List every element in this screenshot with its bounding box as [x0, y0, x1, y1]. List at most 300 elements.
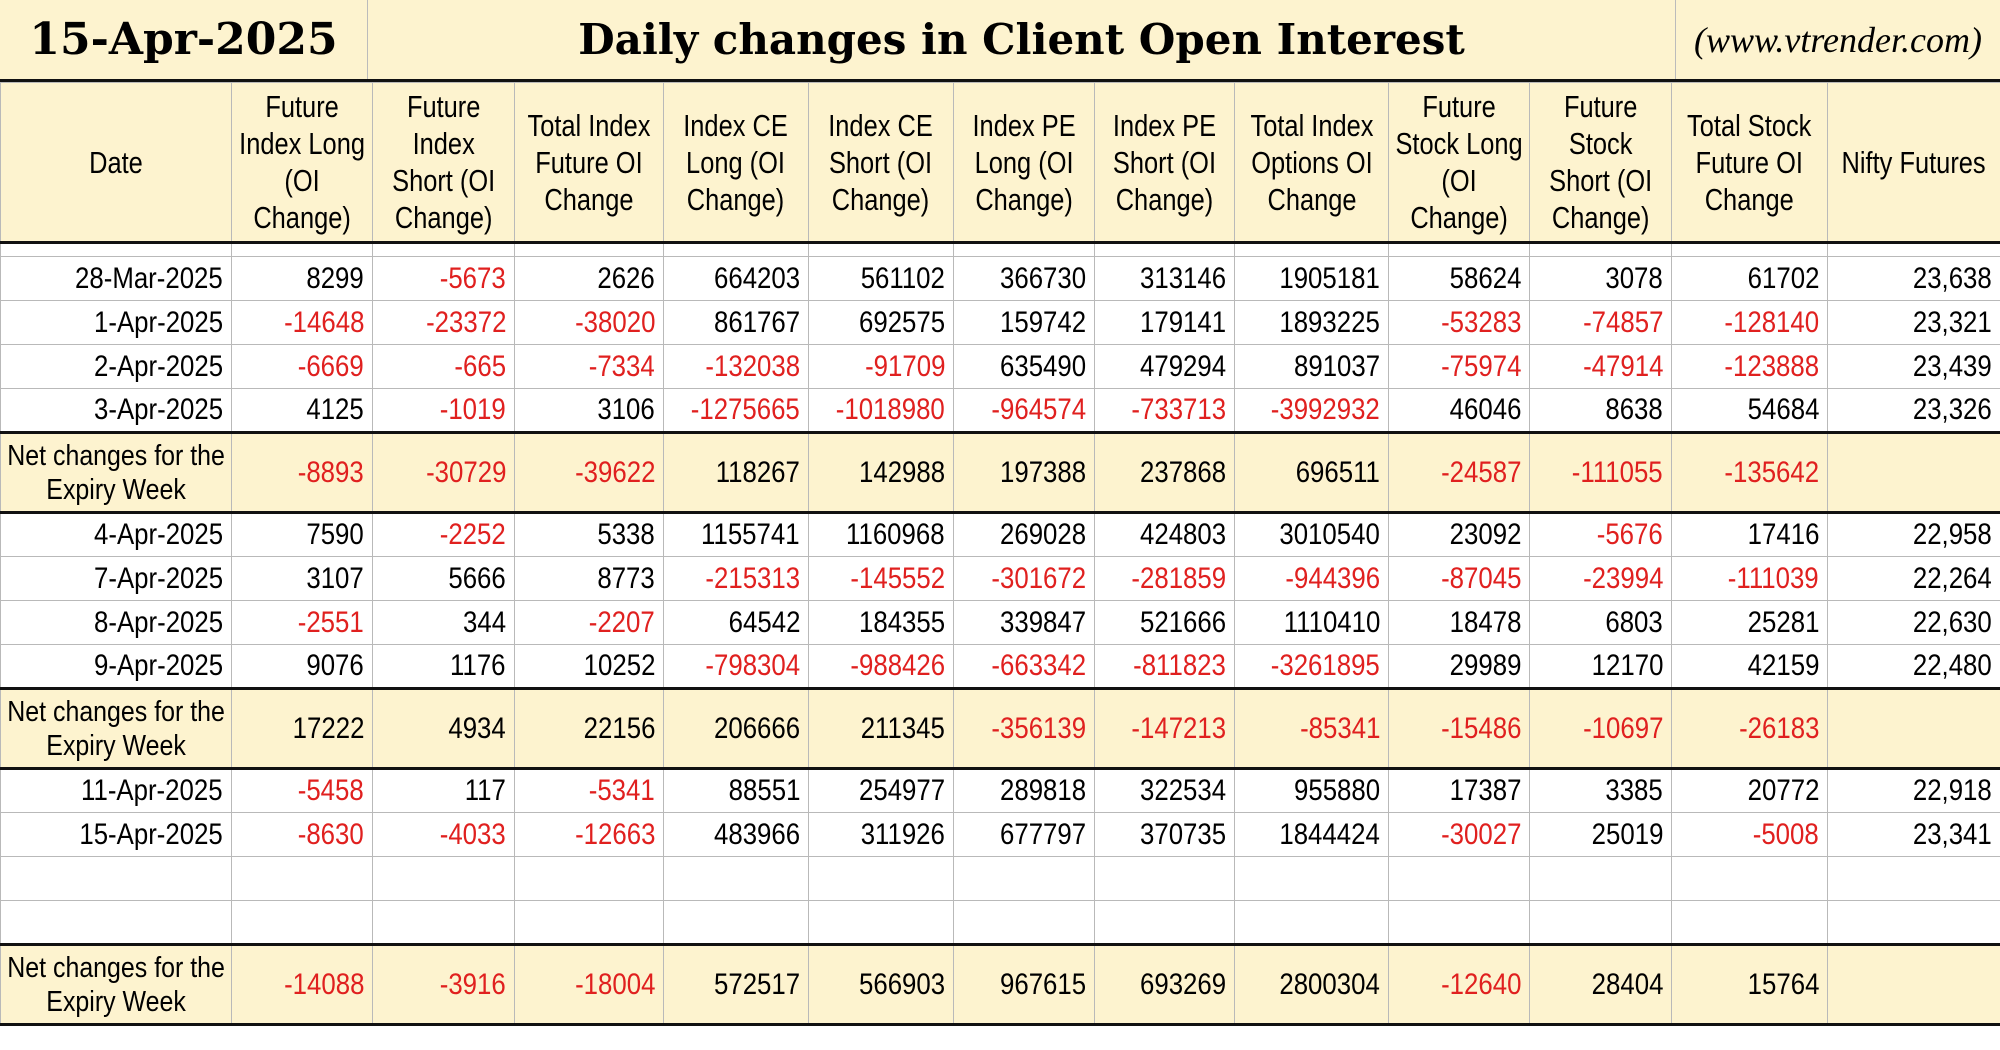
- value-cell: [1530, 857, 1672, 901]
- cell-value: 1176: [450, 649, 506, 682]
- cell-value: -7334: [589, 349, 655, 383]
- cell-value: 29989: [1449, 649, 1521, 682]
- cell-value: 211345: [860, 711, 945, 745]
- column-header: [809, 83, 954, 243]
- spacer-row: [1, 243, 2000, 257]
- cell-value: -23994: [1582, 561, 1663, 595]
- value-cell: [1672, 301, 1828, 345]
- value-cell: [1235, 389, 1389, 433]
- value-cell: [954, 345, 1095, 389]
- spacer-cell: [373, 243, 515, 257]
- oi-table: [0, 82, 2000, 1026]
- column-header-label: Total Index Future OI Change: [527, 107, 651, 217]
- value-cell: [1672, 433, 1828, 513]
- cell-value: 22,480: [1913, 649, 1992, 682]
- cell-value: -10697: [1582, 711, 1663, 745]
- header-row: [1, 83, 2000, 243]
- cell-value: -12663: [574, 817, 655, 851]
- table-row: [1, 601, 2000, 645]
- cell-value: -281859: [1131, 561, 1226, 595]
- cell-value: 311926: [860, 817, 945, 851]
- value-cell: [373, 901, 515, 945]
- cell-value: -5676: [1597, 518, 1663, 551]
- title-bar: [0, 0, 2000, 82]
- cell-value: -38020: [574, 305, 655, 339]
- value-cell: [1672, 601, 1828, 645]
- value-cell: [664, 813, 809, 857]
- value-cell: [1828, 389, 2000, 433]
- cell-value: 1155741: [701, 518, 800, 551]
- net-change-row: [1, 945, 2000, 1025]
- value-cell: [1, 901, 232, 945]
- cell-value: 861767: [713, 305, 800, 339]
- spacer-cell: [515, 243, 664, 257]
- value-cell: [1095, 345, 1235, 389]
- value-cell: [1672, 345, 1828, 389]
- cell-value: -132038: [705, 349, 800, 383]
- cell-value: 2626: [597, 261, 655, 295]
- value-cell: [1, 857, 232, 901]
- cell-value: 9-Apr-2025: [93, 649, 223, 682]
- value-cell: [1235, 769, 1389, 813]
- value-cell: [664, 257, 809, 301]
- value-cell: [1828, 901, 2000, 945]
- value-cell: [664, 901, 809, 945]
- value-cell: [809, 389, 954, 433]
- cell-value: 693269: [1139, 967, 1226, 1001]
- value-cell: [1672, 513, 1828, 557]
- spacer-cell: [809, 243, 954, 257]
- column-header: [664, 83, 809, 243]
- value-cell: [664, 645, 809, 689]
- value-cell: [1828, 257, 2000, 301]
- cell-value: 1110410: [1283, 605, 1380, 639]
- cell-value: -23372: [425, 305, 506, 339]
- cell-value: 1905181: [1279, 261, 1380, 295]
- value-cell: [1530, 257, 1672, 301]
- column-header-label: Total Stock Future OI Change: [1687, 107, 1812, 217]
- row-label: Net changes for the Expiry Week: [7, 439, 225, 506]
- value-cell: [1530, 601, 1672, 645]
- cell-value: -665: [454, 349, 506, 383]
- value-cell: [1, 769, 232, 813]
- value-cell: [1828, 857, 2000, 901]
- value-cell: [1235, 557, 1389, 601]
- cell-value: -733713: [1131, 393, 1226, 426]
- cell-value: 7590: [306, 518, 364, 551]
- cell-value: 3010540: [1279, 518, 1380, 551]
- column-header: [232, 83, 373, 243]
- cell-value: -964574: [991, 393, 1086, 426]
- cell-value: 967615: [999, 967, 1086, 1001]
- cell-value: 23,638: [1913, 261, 1992, 295]
- cell-value: -128140: [1724, 305, 1819, 339]
- value-cell: [232, 813, 373, 857]
- value-cell: [1530, 557, 1672, 601]
- value-cell: [1828, 769, 2000, 813]
- value-cell: [809, 513, 954, 557]
- cell-value: 566903: [858, 967, 945, 1001]
- cell-value: 479294: [1139, 349, 1226, 383]
- cell-value: -14088: [283, 967, 364, 1001]
- cell-value: 313146: [1139, 261, 1226, 295]
- value-cell: [1530, 689, 1672, 769]
- value-cell: [232, 645, 373, 689]
- column-header-label: Index PE Long (OI Change): [972, 107, 1076, 217]
- column-header: [1, 83, 232, 243]
- cell-value: -3261895: [1270, 649, 1380, 682]
- cell-value: 237868: [1139, 455, 1226, 489]
- value-cell: [232, 257, 373, 301]
- cell-value: -5341: [589, 774, 655, 807]
- cell-value: 254977: [858, 774, 945, 807]
- value-cell: [1235, 345, 1389, 389]
- value-cell: [1389, 433, 1530, 513]
- value-cell: [1828, 345, 2000, 389]
- value-cell: [1828, 601, 2000, 645]
- value-cell: [1, 601, 232, 645]
- cell-value: 88551: [728, 774, 800, 807]
- value-cell: [664, 601, 809, 645]
- cell-value: -14648: [283, 305, 364, 339]
- row-label-cell: [1, 945, 232, 1025]
- cell-value: 28404: [1591, 967, 1663, 1001]
- cell-value: 22,630: [1913, 605, 1992, 639]
- value-cell: [1530, 345, 1672, 389]
- value-cell: [515, 813, 664, 857]
- cell-value: 1160968: [846, 518, 945, 551]
- spacer-cell: [1672, 243, 1828, 257]
- value-cell: [515, 433, 664, 513]
- cell-value: -215313: [705, 561, 800, 595]
- value-cell: [1672, 257, 1828, 301]
- value-cell: [232, 513, 373, 557]
- value-cell: [954, 857, 1095, 901]
- cell-value: 28-Mar-2025: [75, 261, 223, 295]
- cell-value: 118267: [715, 455, 800, 489]
- cell-value: -944396: [1285, 561, 1380, 595]
- value-cell: [373, 689, 515, 769]
- value-cell: [515, 557, 664, 601]
- value-cell: [809, 257, 954, 301]
- cell-value: -356139: [991, 711, 1086, 745]
- value-cell: [232, 301, 373, 345]
- cell-value: -74857: [1582, 305, 1663, 339]
- cell-value: -1018980: [835, 393, 945, 426]
- spacer-cell: [232, 243, 373, 257]
- value-cell: [809, 433, 954, 513]
- cell-value: 17416: [1747, 518, 1819, 551]
- cell-value: 289818: [999, 774, 1086, 807]
- value-cell: [1389, 645, 1530, 689]
- column-header-label: Total Index Options OI Change: [1250, 107, 1373, 217]
- cell-value: 64542: [728, 605, 800, 639]
- cell-value: 521666: [1139, 605, 1226, 639]
- value-cell: [1389, 301, 1530, 345]
- value-cell: [373, 945, 515, 1025]
- cell-value: 17387: [1449, 774, 1521, 807]
- cell-value: 54684: [1747, 393, 1819, 426]
- cell-value: -1275665: [690, 393, 800, 426]
- cell-value: -811823: [1133, 649, 1226, 682]
- cell-value: -5458: [298, 774, 364, 807]
- cell-value: -147213: [1131, 711, 1226, 745]
- value-cell: [1672, 857, 1828, 901]
- column-header: [515, 83, 664, 243]
- value-cell: [1235, 901, 1389, 945]
- value-cell: [1095, 601, 1235, 645]
- value-cell: [1530, 945, 1672, 1025]
- value-cell: [1235, 645, 1389, 689]
- value-cell: [1389, 513, 1530, 557]
- value-cell: [1235, 689, 1389, 769]
- value-cell: [373, 645, 515, 689]
- value-cell: [515, 513, 664, 557]
- cell-value: 344: [462, 605, 506, 639]
- value-cell: [664, 945, 809, 1025]
- column-header: [1828, 83, 2000, 243]
- cell-value: -123888: [1724, 349, 1819, 383]
- cell-value: -24587: [1440, 455, 1521, 489]
- cell-value: 677797: [999, 817, 1086, 851]
- column-header: [1530, 83, 1672, 243]
- value-cell: [664, 433, 809, 513]
- value-cell: [1, 813, 232, 857]
- cell-value: -135642: [1724, 455, 1819, 489]
- value-cell: [515, 901, 664, 945]
- cell-value: 891037: [1293, 349, 1380, 383]
- cell-value: -15486: [1440, 711, 1521, 745]
- spacer-cell: [1828, 243, 2000, 257]
- value-cell: [1828, 301, 2000, 345]
- cell-value: 370735: [1139, 817, 1226, 851]
- value-cell: [1828, 557, 2000, 601]
- cell-value: -53283: [1440, 305, 1521, 339]
- value-cell: [954, 769, 1095, 813]
- cell-value: 142988: [858, 455, 945, 489]
- cell-value: 3107: [306, 561, 364, 595]
- value-cell: [1, 301, 232, 345]
- value-cell: [1672, 813, 1828, 857]
- value-cell: [1389, 813, 1530, 857]
- value-cell: [664, 389, 809, 433]
- cell-value: 17222: [292, 711, 364, 745]
- spacer-cell: [954, 243, 1095, 257]
- cell-value: 25281: [1747, 605, 1819, 639]
- cell-value: 22,918: [1913, 774, 1992, 807]
- value-cell: [373, 513, 515, 557]
- value-cell: [1235, 301, 1389, 345]
- cell-value: 22156: [583, 711, 655, 745]
- value-cell: [1672, 901, 1828, 945]
- value-cell: [1, 389, 232, 433]
- cell-value: 322534: [1139, 774, 1226, 807]
- cell-value: 572517: [713, 967, 800, 1001]
- cell-value: 42159: [1747, 649, 1819, 682]
- value-cell: [515, 345, 664, 389]
- value-cell: [515, 857, 664, 901]
- column-header-label: Index PE Short (OI Change): [1112, 107, 1217, 217]
- cell-value: 46046: [1449, 393, 1521, 426]
- row-label: Net changes for the Expiry Week: [7, 951, 225, 1018]
- value-cell: [809, 557, 954, 601]
- value-cell: [373, 857, 515, 901]
- spacer-cell: [1, 243, 232, 257]
- value-cell: [232, 557, 373, 601]
- value-cell: [809, 813, 954, 857]
- value-cell: [809, 857, 954, 901]
- cell-value: -30729: [425, 455, 506, 489]
- cell-value: -30027: [1440, 817, 1521, 851]
- cell-value: 2800304: [1279, 967, 1380, 1001]
- value-cell: [1095, 645, 1235, 689]
- value-cell: [809, 301, 954, 345]
- cell-value: 6803: [1605, 605, 1663, 639]
- column-header: [954, 83, 1095, 243]
- cell-value: 1893225: [1279, 305, 1380, 339]
- column-header: [1235, 83, 1389, 243]
- value-cell: [809, 601, 954, 645]
- cell-value: 15-Apr-2025: [79, 817, 223, 851]
- value-cell: [1672, 945, 1828, 1025]
- report-date: 15-Apr-2025: [0, 0, 368, 79]
- value-cell: [1672, 557, 1828, 601]
- net-change-row: [1, 433, 2000, 513]
- value-cell: [1828, 645, 2000, 689]
- cell-value: 179141: [1139, 305, 1226, 339]
- value-cell: [1828, 513, 2000, 557]
- value-cell: [1, 557, 232, 601]
- value-cell: [515, 945, 664, 1025]
- cell-value: 366730: [999, 261, 1086, 295]
- value-cell: [1389, 257, 1530, 301]
- value-cell: [1095, 301, 1235, 345]
- column-header-label: Date: [89, 144, 143, 180]
- value-cell: [1, 513, 232, 557]
- value-cell: [1389, 945, 1530, 1025]
- cell-value: -4033: [440, 817, 506, 851]
- cell-value: 339847: [999, 605, 1086, 639]
- cell-value: 58624: [1449, 261, 1521, 295]
- value-cell: [232, 769, 373, 813]
- cell-value: 23,439: [1913, 349, 1992, 383]
- value-cell: [664, 769, 809, 813]
- cell-value: -1019: [440, 393, 506, 426]
- value-cell: [1235, 857, 1389, 901]
- cell-value: -26183: [1738, 711, 1819, 745]
- value-cell: [1235, 601, 1389, 645]
- value-cell: [1, 345, 232, 389]
- value-cell: [954, 901, 1095, 945]
- spacer-cell: [1530, 243, 1672, 257]
- cell-value: -145552: [850, 561, 945, 595]
- cell-value: 664203: [713, 261, 800, 295]
- cell-value: 692575: [858, 305, 945, 339]
- table-row: [1, 301, 2000, 345]
- cell-value: -18004: [574, 967, 655, 1001]
- cell-value: 1-Apr-2025: [93, 305, 223, 339]
- cell-value: 184355: [858, 605, 945, 639]
- value-cell: [664, 301, 809, 345]
- spacer-cell: [664, 243, 809, 257]
- value-cell: [1389, 389, 1530, 433]
- value-cell: [1828, 945, 2000, 1025]
- value-cell: [954, 601, 1095, 645]
- value-cell: [809, 645, 954, 689]
- cell-value: -47914: [1582, 349, 1663, 383]
- value-cell: [515, 769, 664, 813]
- value-cell: [1828, 813, 2000, 857]
- cell-value: 117: [464, 774, 506, 807]
- table-row: [1, 645, 2000, 689]
- cell-value: -5008: [1753, 817, 1819, 851]
- cell-value: -301672: [991, 561, 1086, 595]
- value-cell: [954, 813, 1095, 857]
- cell-value: -5673: [440, 261, 506, 295]
- value-cell: [232, 601, 373, 645]
- value-cell: [1, 645, 232, 689]
- cell-value: -91709: [864, 349, 945, 383]
- cell-value: 197388: [999, 455, 1086, 489]
- value-cell: [954, 513, 1095, 557]
- cell-value: 23,341: [1913, 817, 1992, 851]
- cell-value: -111055: [1572, 455, 1663, 489]
- cell-value: -6669: [298, 349, 364, 383]
- cell-value: 206666: [713, 711, 800, 745]
- value-cell: [232, 901, 373, 945]
- value-cell: [515, 645, 664, 689]
- cell-value: 61702: [1747, 261, 1819, 295]
- cell-value: -3916: [440, 967, 506, 1001]
- cell-value: 424803: [1139, 518, 1226, 551]
- value-cell: [515, 389, 664, 433]
- value-cell: [1095, 945, 1235, 1025]
- value-cell: [1530, 301, 1672, 345]
- value-cell: [664, 689, 809, 769]
- value-cell: [954, 557, 1095, 601]
- cell-value: 3078: [1605, 261, 1663, 295]
- cell-value: 22,958: [1913, 518, 1992, 551]
- table-row: [1, 557, 2000, 601]
- value-cell: [1095, 433, 1235, 513]
- value-cell: [1235, 433, 1389, 513]
- cell-value: 4-Apr-2025: [93, 518, 223, 551]
- row-label-cell: [1, 689, 232, 769]
- value-cell: [954, 301, 1095, 345]
- value-cell: [954, 433, 1095, 513]
- value-cell: [1828, 689, 2000, 769]
- cell-value: -87045: [1440, 561, 1521, 595]
- value-cell: [1672, 645, 1828, 689]
- value-cell: [373, 601, 515, 645]
- cell-value: 8-Apr-2025: [93, 605, 223, 639]
- cell-value: 3-Apr-2025: [93, 393, 223, 426]
- cell-value: -39622: [574, 455, 655, 489]
- value-cell: [1530, 645, 1672, 689]
- value-cell: [1530, 769, 1672, 813]
- cell-value: -75974: [1440, 349, 1521, 383]
- column-header-label: Index CE Short (OI Change): [828, 107, 934, 217]
- value-cell: [373, 345, 515, 389]
- column-header-label: Future Index Short (OI Change): [391, 89, 496, 235]
- cell-value: 8638: [1605, 393, 1663, 426]
- column-header: [1095, 83, 1235, 243]
- value-cell: [515, 601, 664, 645]
- value-cell: [515, 689, 664, 769]
- cell-value: 4934: [448, 711, 506, 745]
- column-header: [373, 83, 515, 243]
- cell-value: 4125: [306, 393, 364, 426]
